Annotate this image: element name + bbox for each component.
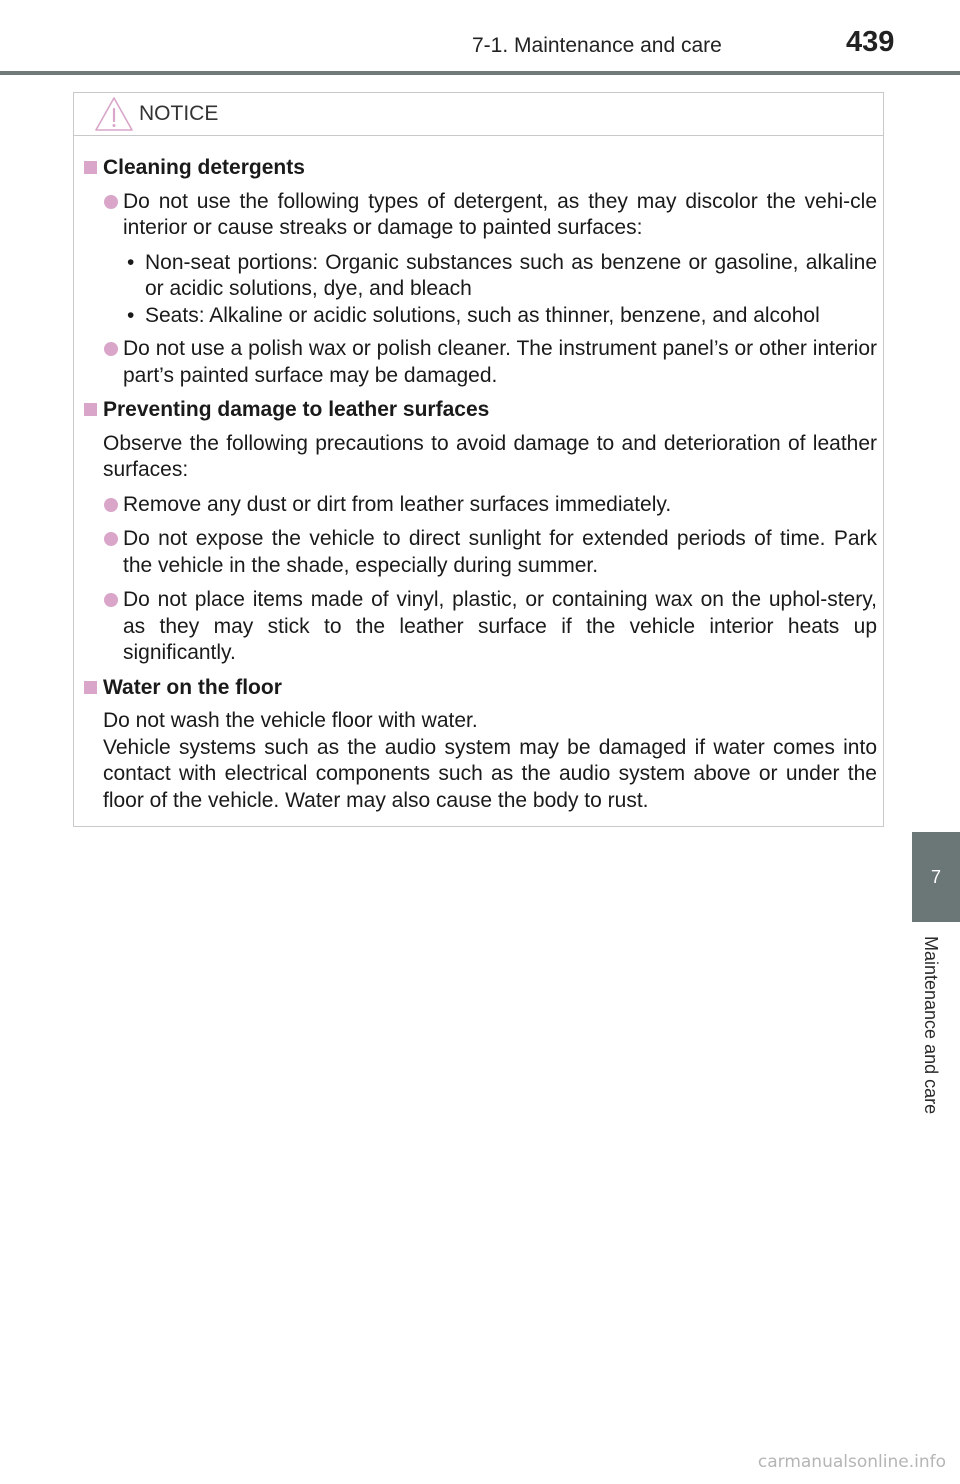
- list-item: Do not place items made of vinyl, plastic, or containing wax on the uphol-stery, as they may stick to the leather surface if the vehicle interior heats up significantly.: [84, 587, 877, 667]
- notice-title: NOTICE: [139, 102, 219, 125]
- section-heading-cleaning: Cleaning detergents: [84, 155, 877, 182]
- chapter-tab-label: Maintenance and care: [921, 936, 941, 1115]
- page-number: 439: [846, 26, 895, 58]
- square-bullet-icon: [84, 161, 97, 174]
- header-rule: [0, 71, 960, 75]
- circle-bullet-icon: [104, 342, 118, 356]
- small-dot-icon: •: [127, 250, 135, 274]
- warning-triangle-icon: [94, 96, 134, 132]
- sub-list-item: • Non-seat portions: Organic substances such as benzene or gasoline, alkaline or acidic solutions, dye, and bleach: [127, 250, 877, 300]
- list-item: Do not expose the vehicle to direct sunlight for extended periods of time. Park the vehicle in the shade, especially during summer.: [84, 526, 877, 579]
- square-bullet-icon: [84, 681, 97, 694]
- paragraph: Observe the following precautions to avoid damage to and deterioration of leather surfaces:: [103, 431, 877, 481]
- chapter-tab-number[interactable]: 7: [912, 832, 960, 922]
- paragraph: Vehicle systems such as the audio system may be damaged if water comes into contact with electrical components such as the audio system above or under the floor of the vehicle. Water may also cause the body to rust.: [103, 735, 877, 812]
- notice-body: [84, 155, 877, 822]
- notice-header: [74, 93, 883, 136]
- list-item: Do not use a polish wax or polish cleaner. The instrument panel’s or other interior part’s painted surface may be damaged.: [84, 336, 877, 389]
- list-item: Remove any dust or dirt from leather surfaces immediately.: [84, 492, 877, 519]
- section-heading-leather: Preventing damage to leather surfaces: [84, 397, 877, 424]
- circle-bullet-icon: [104, 498, 118, 512]
- sub-list: [84, 250, 877, 330]
- sub-list-item: • Seats: Alkaline or acidic solutions, such as thinner, benzene, and alcohol: [123, 303, 877, 330]
- watermark: carmanualsonline.info: [757, 1452, 946, 1472]
- circle-bullet-icon: [104, 593, 118, 607]
- list-item: Do not use the following types of detergent, as they may discolor the vehi-cle interior or cause streaks or damage to painted surfaces:: [84, 189, 877, 242]
- paragraph: Do not wash the vehicle floor with water.: [103, 709, 478, 732]
- small-dot-icon: •: [127, 303, 135, 327]
- circle-bullet-icon: [104, 532, 118, 546]
- section-heading-water: Water on the floor: [84, 675, 877, 702]
- notice-box: [73, 92, 884, 827]
- circle-bullet-icon: [104, 195, 118, 209]
- section-title: 7-1. Maintenance and care: [472, 34, 722, 57]
- square-bullet-icon: [84, 403, 97, 416]
